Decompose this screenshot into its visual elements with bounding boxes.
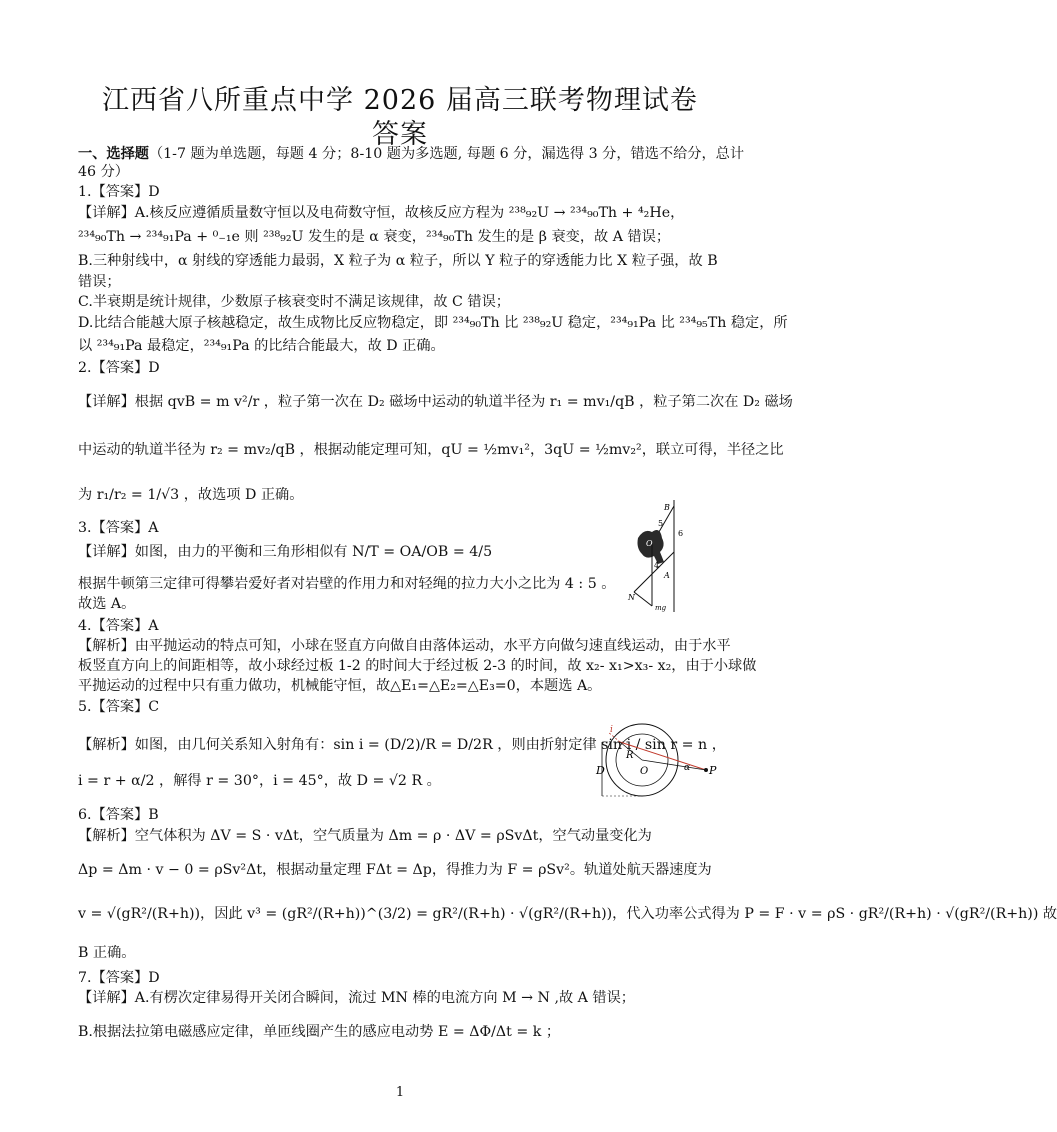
q7-line: 【详解】A.有楞次定律易得开关闭合瞬间，流过 MN 棒的电流方向 M → N ,故 A 错误； [78, 990, 635, 1006]
q7-line: B.根据法拉第电磁感应定律，单匝线圈产生的感应电动势 E = ΔΦ/Δt = k ； [78, 1024, 561, 1040]
q5-answer: 5.【答案】C [78, 699, 160, 715]
q5-label-i: i [610, 725, 613, 735]
q3-label-n: N [628, 593, 635, 602]
q6-line: 【解析】空气体积为 ΔV = S · vΔt，空气质量为 Δm = ρ · ΔV = ρSvΔt，空气动量变化为 [78, 828, 652, 844]
q1-line: ²³⁴₉₀Th → ²³⁴₉₁Pa + ⁰₋₁e 则 ²³⁸₉₂U 发生的是 α 衰变，²³⁴₉₀Th 发生的是 β 衰变，故 A 错误； [78, 229, 671, 245]
q5-label-r: R [626, 750, 634, 761]
q4-line: 平抛运动的过程中只有重力做功，机械能守恒，故△E₁=△E₂=△E₃=0，本题选 A。 [78, 678, 602, 694]
page-number: 1 [395, 1085, 405, 1100]
q5-label-d: D [596, 764, 605, 777]
document-title: 江西省八所重点中学 2026 届高三联考物理试卷 [102, 85, 698, 116]
q1-line: 【详解】A.核反应遵循质量数守恒以及电荷数守恒，故核反应方程为 ²³⁸₉₂U → ²³⁴₉₀Th + ⁴₂He， [78, 205, 685, 221]
q3-label-o: O [646, 539, 653, 548]
q3-figure [628, 500, 708, 612]
q3-label-a: A [664, 571, 670, 580]
q3-label-b: B [664, 503, 670, 512]
q2-answer: 2.【答案】D [78, 360, 160, 376]
q5-line: 【解析】如图，由几何关系知入射角有：sin i = (D/2)/R = D/2R ，则由折射定律 sin i / sin r = n ， [78, 737, 726, 753]
q1-line: D.比结合能越大原子核越稳定，故生成物比反应物稳定，即 ²³⁴₉₀Th 比 ²³⁸₉₂U 稳定，²³⁴₉₁Pa 比 ²³⁴₉₅Th 稳定，所 [78, 315, 788, 331]
q1-line: B.三种射线中，α 射线的穿透能力最弱，X 粒子为 α 粒子，所以 Y 粒子的穿透能力比 X 粒子强，故 B [78, 253, 718, 269]
q3-label-6: 6 [678, 529, 684, 538]
q7-answer: 7.【答案】D [78, 970, 160, 986]
q2-line: 【详解】根据 qvB = m v²/r ，粒子第一次在 D₂ 磁场中运动的轨道半径为 r₁ = mv₁/qB ，粒子第二次在 D₂ 磁场 [78, 394, 793, 410]
q5-line: i = r + α/2 ，解得 r = 30°，i = 45°，故 D = √2 R 。 [78, 773, 441, 789]
q3-line: 【详解】如图，由力的平衡和三角形相似有 N/T = OA/OB = 4/5 [78, 544, 493, 560]
q3-label-mg: mg [655, 604, 667, 612]
q1-line: 以 ²³⁴₉₁Pa 最稳定，²³⁴₉₁Pa 的比结合能最大，故 D 正确。 [78, 338, 445, 354]
q3-normal-line [634, 592, 652, 606]
section-heading-line [78, 144, 745, 164]
section-note: （1-7 题为单选题，每题 4 分；8-10 题为多选题, 每题 6 分，漏选得 3 分，错选不给分，总计 [148, 146, 745, 162]
q5-point-p [704, 768, 708, 772]
q1-line: 错误； [78, 274, 121, 290]
q5-axis-line [642, 760, 706, 770]
q6-line: v = √(gR²/(R+h))，因此 v³ = (gR²/(R+h))^(3/2) = gR²/(R+h) · √(gR²/(R+h))，代入功率公式得为 P = F · v = ρS · gR²/(R+h) · √(gR²/(R+h)) 故 [78, 906, 1057, 922]
q5-figure [598, 712, 718, 800]
document-subtitle: 答案 [372, 119, 428, 150]
q3-line: 故选 A。 [78, 596, 136, 612]
q4-line: 【解析】由平抛运动的特点可知，小球在竖直方向做自由落体运动，水平方向做匀速直线运动，由于水平 [78, 638, 731, 654]
q1-line: C.半衰期是统计规律，少数原子核衰变时不满足该规律，故 C 错误； [78, 294, 510, 310]
q3-line: 根据牛顿第三定律可得攀岩爱好者对岩壁的作用力和对轻绳的拉力大小之比为 4 : 5 。 [78, 576, 616, 592]
q4-answer: 4.【答案】A [78, 618, 159, 634]
q3-label-4: 4 [654, 561, 660, 570]
q5-label-p: P [709, 764, 717, 777]
section-note-continued: 46 分） [78, 164, 129, 180]
q2-line: 中运动的轨道半径为 r₂ = mv₂/qB ，根据动能定理可知，qU = ½mv₁²，3qU = ½mv₂²，联立可得，半径之比 [78, 442, 784, 458]
q6-answer: 6.【答案】B [78, 807, 159, 823]
q6-line: Δp = Δm · v − 0 = ρSv²Δt，根据动量定理 FΔt = Δp，得推力为 F = ρSv²。轨道处航天器速度为 [78, 862, 712, 878]
q4-line: 板竖直方向上的间距相等，故小球经过板 1-2 的时间大于经过板 2-3 的时间，故 x₂- x₁>x₃- x₂，由于小球做 [78, 658, 757, 674]
q5-label-o: O [640, 766, 649, 777]
q5-label-alpha: α [684, 763, 691, 773]
q2-line: 为 r₁/r₂ = 1/√3 ，故选项 D 正确。 [78, 487, 304, 503]
q3-answer: 3.【答案】A [78, 520, 159, 536]
q6-line: B 正确。 [78, 945, 136, 961]
q1-answer: 1.【答案】D [78, 184, 160, 200]
q3-label-5: 5 [658, 519, 664, 528]
section-heading: 一、选择题 [78, 146, 149, 162]
